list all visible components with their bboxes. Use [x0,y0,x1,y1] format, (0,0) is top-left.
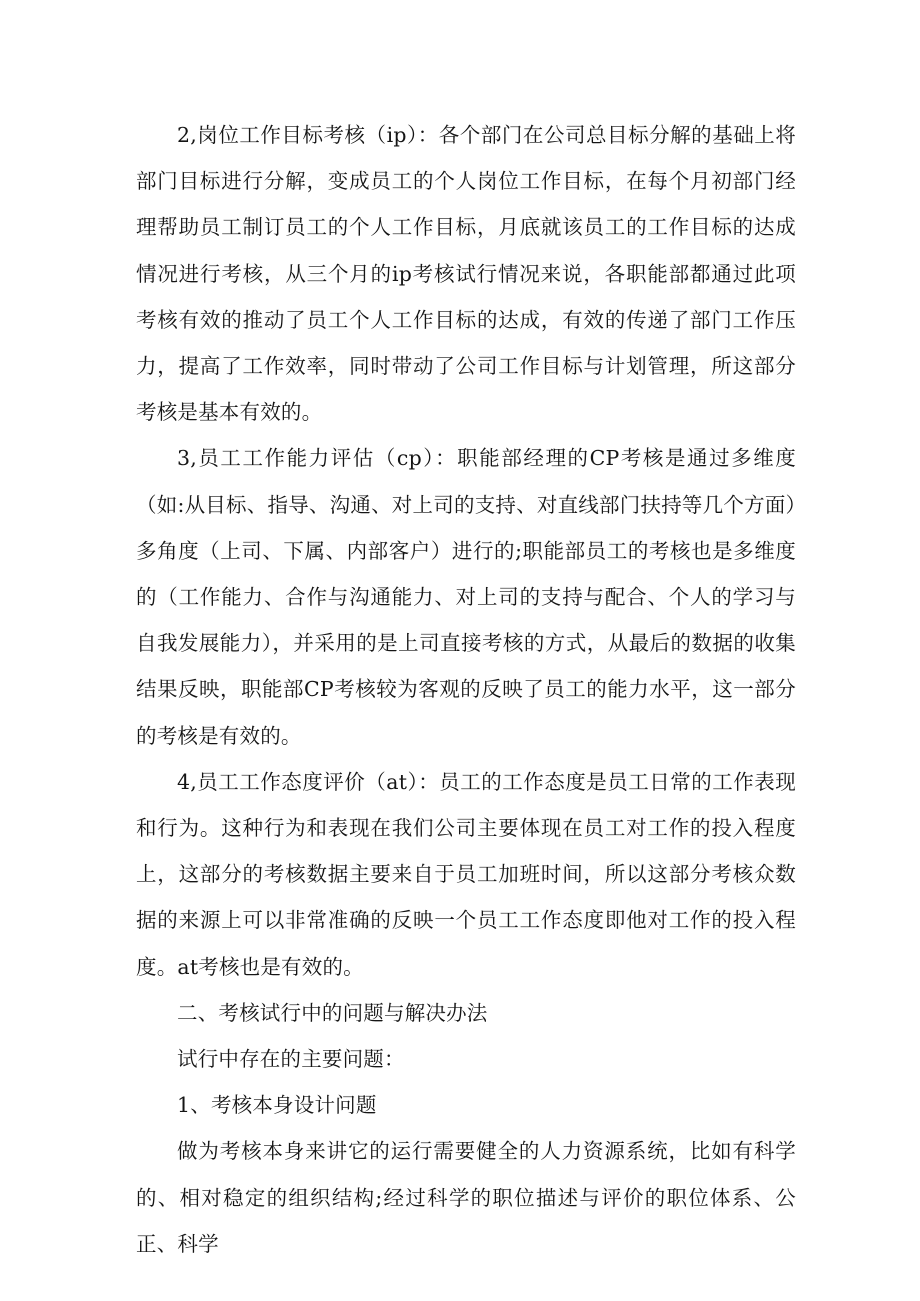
section-heading-problems-solutions: 二、考核试行中的问题与解决办法 [177,1000,488,1025]
paragraph-job-target-assessment: 2,岗位工作目标考核（ip）：各个部门在公司总目标分解的基础上将部门目标进行分解，变成员工的个人岗位工作目标，在每个月初部门经理帮助员工制订员工的个人工作目标，月底就该员工的工作目标的达成情况进行考核，从三个月的ip考核试行情况来说，各职能部都通过此项考核有效的推动了员工个人工作目标的达成，有效的传递了部门工作压力，提高了工作效率，同时带动了公司工作目标与计划管理，所这部分考核是基本有效的。 [136,123,796,425]
subheading-design-problem: 1、考核本身设计问题 [177,1093,377,1118]
paragraph-assessment-design: 做为考核本身来讲它的运行需要健全的人力资源系统，比如有科学的、相对稳定的组织结构;经过科学的职位描述与评价的职位体系、公正、科学 [136,1139,796,1256]
document-body [136,112,796,1267]
paragraph-work-attitude-evaluation: 4,员工工作态度评价（at）：员工的工作态度是员工日常的工作表现和行为。这种行为和表现在我们公司主要体现在员工对工作的投入程度上，这部分的考核数据主要来自于员工加班时间，所以这部分考核众数据的来源上可以非常准确的反映一个员工工作态度即他对工作的投入程度。at考核也是有效的。 [136,769,796,979]
paragraph-main-problems-intro: 试行中存在的主要问题： [177,1047,405,1072]
paragraph-work-ability-evaluation: 3,员工工作能力评估（cp）：职能部经理的CP考核是通过多维度（如:从目标、指导、沟通、对上司的支持、对直线部门扶持等几个方面）多角度（上司、下属、内部客户）进行的;职能部员工的考核也是多维度的（工作能力、合作与沟通能力、对上司的支持与配合、个人的学习与自我发展能力），并采用的是上司直接考核的方式，从最后的数据的收集结果反映，职能部CP考核较为客观的反映了员工的能力水平，这一部分的考核是有效的。 [136,446,796,748]
